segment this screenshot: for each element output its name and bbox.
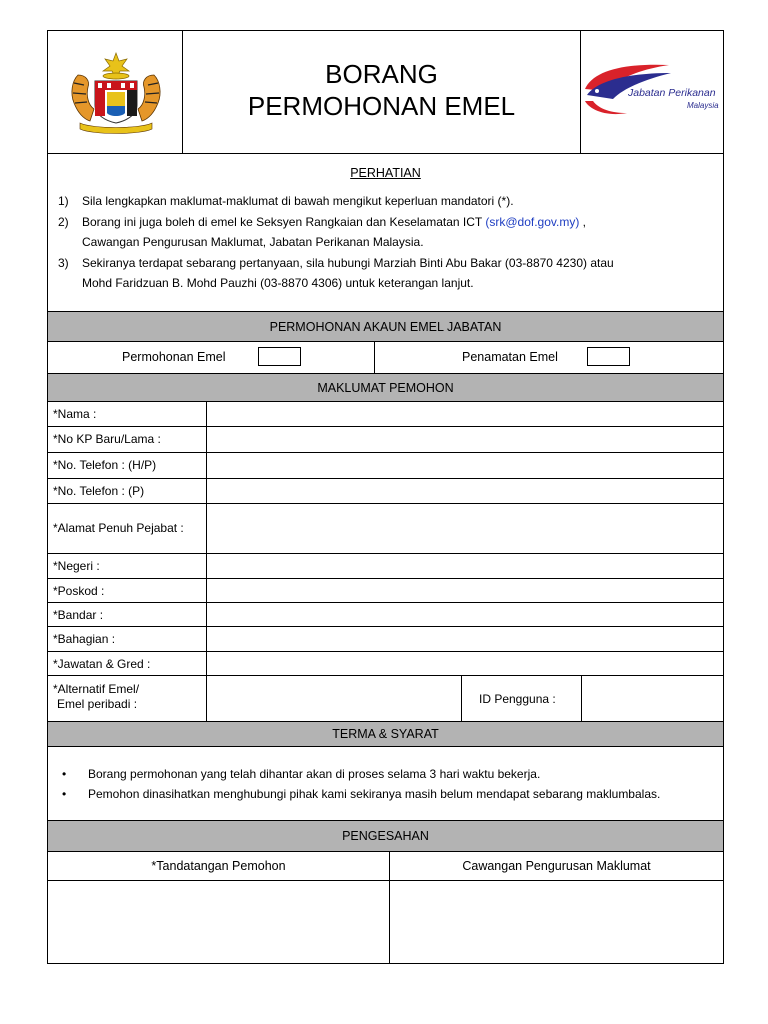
no-kp-input[interactable] bbox=[207, 427, 723, 452]
field-tel-p: *No. Telefon : (P) bbox=[48, 478, 723, 503]
branch-label: Cawangan Pengurusan Maklumat bbox=[462, 859, 651, 873]
terms-list bbox=[62, 764, 660, 804]
field-poskod: *Poskod : bbox=[48, 578, 723, 602]
field-tel-hp: *No. Telefon : (H/P) bbox=[48, 452, 723, 478]
option-terminate-label: Penamatan Emel bbox=[462, 350, 558, 364]
email-link[interactable]: (srk@dof.gov.my) bbox=[485, 214, 580, 229]
field-no-kp: *No KP Baru/Lama : bbox=[48, 426, 723, 452]
section-header-terms: TERMA & SYARAT bbox=[48, 721, 723, 746]
terms-item: • Borang permohonan yang telah dihantar akan di proses selama 3 hari waktu bekerja. bbox=[62, 764, 660, 784]
email-application-form bbox=[47, 30, 724, 964]
applicant-signature-label: *Tandatangan Pemohon bbox=[151, 859, 286, 873]
logo-subtext: Malaysia bbox=[687, 101, 719, 110]
jabatan-perikanan-logo bbox=[583, 61, 723, 121]
field-bahagian: *Bahagian : bbox=[48, 626, 723, 651]
alt-email-input[interactable] bbox=[207, 676, 461, 721]
terms-item: • Pemohon dinasihatkan menghubungi pihak kami sekiranya masih belum mendapat sebarang maklumbalas. bbox=[62, 784, 660, 804]
user-id-input[interactable] bbox=[582, 676, 723, 721]
application-type-row bbox=[48, 341, 723, 373]
branch-signature-area[interactable] bbox=[390, 881, 723, 964]
poskod-input[interactable] bbox=[207, 579, 723, 602]
nama-input[interactable] bbox=[207, 402, 723, 426]
field-jawatan: *Jawatan & Gred : bbox=[48, 651, 723, 675]
field-nama: *Nama : bbox=[48, 401, 723, 426]
jawatan-input[interactable] bbox=[207, 652, 723, 675]
user-id-label: ID Pengguna : bbox=[479, 692, 556, 706]
field-bandar: *Bandar : bbox=[48, 602, 723, 626]
field-negeri: *Negeri : bbox=[48, 553, 723, 578]
notice-list bbox=[58, 191, 708, 294]
field-alamat: *Alamat Penuh Pejabat : bbox=[48, 503, 723, 553]
negeri-input[interactable] bbox=[207, 554, 723, 578]
bahagian-input[interactable] bbox=[207, 627, 723, 651]
option-terminate-checkbox[interactable] bbox=[587, 347, 630, 366]
coat-of-arms-logo bbox=[62, 49, 170, 135]
signature-body-row bbox=[48, 880, 723, 964]
section-header-applicant: MAKLUMAT PEMOHON bbox=[48, 373, 723, 401]
form-title bbox=[183, 58, 580, 122]
notice-item: 2) Borang ini juga boleh di emel ke Seksyen Rangkaian dan Keselamatan ICT (srk@dof.gov.my) , Cawangan Pengurusan Maklumat, Jabatan Perikanan Malaysia. bbox=[58, 214, 587, 249]
title-line-1: BORANG bbox=[325, 59, 438, 89]
notice-item: 3) Sekiranya terdapat sebarang pertanyaan, sila hubungi Marziah Binti Abu Bakar (03-8870 4230) atau Mohd Faridzuan B. Mohd Pauzhi (03-8870 4306) untuk keterangan lanjut. bbox=[58, 255, 614, 290]
applicant-signature-area[interactable] bbox=[48, 881, 389, 964]
signature-header-row bbox=[48, 851, 723, 880]
section-header-verification: PENGESAHAN bbox=[48, 820, 723, 851]
alamat-input[interactable] bbox=[207, 504, 723, 553]
option-new-checkbox[interactable] bbox=[258, 347, 301, 366]
tel-hp-input[interactable] bbox=[207, 453, 723, 478]
field-alt-email: *Alternatif Emel/ Emel peribadi : ID Pengguna : bbox=[48, 675, 723, 721]
title-line-2: PERMOHONAN EMEL bbox=[247, 91, 516, 121]
option-new-label: Permohonan Emel bbox=[122, 350, 226, 364]
notice-section bbox=[48, 153, 723, 311]
notice-item: 1) Sila lengkapkan maklumat-maklumat di bawah mengikut keperluan mandatori (*). bbox=[58, 194, 514, 208]
notice-title: PERHATIAN bbox=[350, 166, 421, 180]
bandar-input[interactable] bbox=[207, 603, 723, 626]
form-header bbox=[48, 31, 723, 153]
tel-p-input[interactable] bbox=[207, 479, 723, 503]
logo-text: Jabatan Perikanan bbox=[628, 87, 716, 99]
section-header-application: PERMOHONAN AKAUN EMEL JABATAN bbox=[48, 311, 723, 341]
terms-section bbox=[48, 746, 723, 820]
